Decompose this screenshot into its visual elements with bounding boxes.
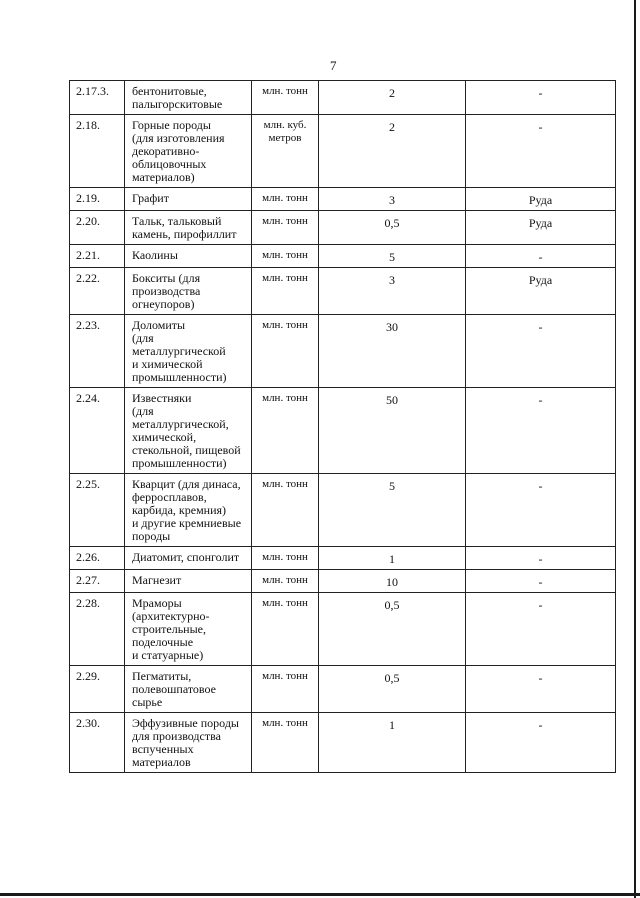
row-number: 2.21.	[70, 245, 125, 268]
note-cell: -	[466, 474, 616, 547]
mineral-name-cell	[125, 593, 252, 666]
note-cell: -	[466, 547, 616, 570]
unit-line: млн. тонн	[262, 319, 308, 331]
mineral-name-line: и статуарные)	[132, 648, 204, 662]
unit-line: млн. тонн	[262, 551, 308, 563]
mineral-name-cell	[125, 315, 252, 388]
note-cell: -	[466, 81, 616, 115]
unit-cell	[252, 713, 319, 773]
value-cell: 50	[319, 388, 466, 474]
mineral-name-line: Каолины	[132, 248, 178, 262]
unit-cell	[252, 593, 319, 666]
table-row	[70, 474, 616, 547]
mineral-name-cell	[125, 188, 252, 211]
mineral-name-cell	[125, 666, 252, 713]
mineral-name-line: бентонитовые,	[132, 84, 207, 98]
row-number: 2.18.	[70, 115, 125, 188]
note-cell: Руда	[466, 268, 616, 315]
mineral-name-line: карбида, кремния)	[132, 503, 227, 517]
unit-cell	[252, 268, 319, 315]
mineral-name-line: Графит	[132, 191, 169, 205]
value-cell: 1	[319, 713, 466, 773]
unit-cell	[252, 474, 319, 547]
mineral-name-line: Бокситы (для	[132, 271, 201, 285]
table-row	[70, 268, 616, 315]
mineral-name-cell	[125, 474, 252, 547]
row-number: 2.30.	[70, 713, 125, 773]
unit-cell	[252, 547, 319, 570]
mineral-name-line: камень, пирофиллит	[132, 227, 237, 241]
note-cell: Руда	[466, 188, 616, 211]
mineral-name-line: Доломиты	[132, 318, 186, 332]
mineral-name-cell	[125, 245, 252, 268]
row-number: 2.22.	[70, 268, 125, 315]
row-number: 2.29.	[70, 666, 125, 713]
mineral-name-line: материалов)	[132, 170, 195, 184]
mineral-name-line: стекольной, пищевой	[132, 443, 241, 457]
table-row	[70, 570, 616, 593]
unit-cell	[252, 570, 319, 593]
mineral-name-cell	[125, 547, 252, 570]
unit-line: млн. тонн	[262, 392, 308, 404]
table-row	[70, 211, 616, 245]
value-cell: 3	[319, 188, 466, 211]
mineral-name-line: (для	[132, 331, 154, 345]
mineral-name-line: Магнезит	[132, 573, 182, 587]
row-number: 2.28.	[70, 593, 125, 666]
value-cell: 30	[319, 315, 466, 388]
unit-cell	[252, 315, 319, 388]
mineral-name-line: поделочные	[132, 635, 194, 649]
mineral-name-line: ферросплавов,	[132, 490, 207, 504]
value-cell: 0,5	[319, 666, 466, 713]
table-row	[70, 388, 616, 474]
note-cell: -	[466, 388, 616, 474]
row-number: 2.23.	[70, 315, 125, 388]
minerals-table	[69, 80, 616, 773]
note-cell: -	[466, 115, 616, 188]
mineral-name-line: декоративно-	[132, 144, 200, 158]
mineral-name-line: Тальк, тальковый	[132, 214, 222, 228]
row-number: 2.24.	[70, 388, 125, 474]
table-row	[70, 713, 616, 773]
mineral-name-line: строительные,	[132, 622, 206, 636]
mineral-name-line: (архитектурно-	[132, 609, 210, 623]
page-number: 7	[330, 58, 337, 73]
mineral-name-line: палыгорскитовые	[132, 97, 223, 111]
table-row	[70, 188, 616, 211]
mineral-name-line: промышленности)	[132, 370, 227, 384]
note-cell: Руда	[466, 211, 616, 245]
mineral-name-line: металлургической,	[132, 417, 229, 431]
mineral-name-cell	[125, 388, 252, 474]
mineral-name-line: сырье	[132, 695, 163, 709]
mineral-name-cell	[125, 268, 252, 315]
unit-cell	[252, 115, 319, 188]
mineral-name-line: Мраморы	[132, 596, 182, 610]
unit-line: млн. тонн	[262, 85, 308, 97]
value-cell: 3	[319, 268, 466, 315]
table-row	[70, 547, 616, 570]
unit-cell	[252, 188, 319, 211]
table-row	[70, 115, 616, 188]
unit-cell	[252, 245, 319, 268]
unit-line: млн. тонн	[262, 192, 308, 204]
value-cell: 0,5	[319, 211, 466, 245]
table-row	[70, 315, 616, 388]
row-number: 2.17.3.	[70, 81, 125, 115]
mineral-name-line: (для изготовления	[132, 131, 225, 145]
note-cell: -	[466, 593, 616, 666]
table-row	[70, 666, 616, 713]
mineral-name-line: вспученных	[132, 742, 194, 756]
unit-cell	[252, 666, 319, 713]
mineral-name-line: промышленности)	[132, 456, 227, 470]
mineral-name-line: для производства	[132, 729, 221, 743]
row-number: 2.26.	[70, 547, 125, 570]
note-cell: -	[466, 666, 616, 713]
row-number: 2.27.	[70, 570, 125, 593]
note-cell: -	[466, 315, 616, 388]
mineral-name-line: материалов	[132, 755, 191, 769]
unit-line: метров	[268, 132, 302, 144]
mineral-name-cell	[125, 115, 252, 188]
row-number: 2.20.	[70, 211, 125, 245]
mineral-name-line: Эффузивные породы	[132, 716, 239, 730]
table-row	[70, 245, 616, 268]
value-cell: 1	[319, 547, 466, 570]
value-cell: 10	[319, 570, 466, 593]
unit-line: млн. тонн	[262, 478, 308, 490]
mineral-name-line: производства	[132, 284, 201, 298]
mineral-name-line: и другие кремниевые	[132, 516, 242, 530]
minerals-table-container	[69, 80, 616, 773]
row-number: 2.19.	[70, 188, 125, 211]
mineral-name-line: облицовочных	[132, 157, 207, 171]
mineral-name-line: Диатомит, спонголит	[132, 550, 240, 564]
value-cell: 0,5	[319, 593, 466, 666]
unit-line: млн. тонн	[262, 597, 308, 609]
unit-line: млн. тонн	[262, 670, 308, 682]
mineral-name-line: Кварцит (для динаса,	[132, 477, 241, 491]
mineral-name-line: (для	[132, 404, 154, 418]
note-cell: -	[466, 570, 616, 593]
mineral-name-line: полевошпатовое	[132, 682, 216, 696]
table-row	[70, 81, 616, 115]
table-body	[70, 81, 616, 773]
mineral-name-line: породы	[132, 529, 171, 543]
mineral-name-cell	[125, 211, 252, 245]
value-cell: 2	[319, 81, 466, 115]
value-cell: 5	[319, 474, 466, 547]
row-number: 2.25.	[70, 474, 125, 547]
mineral-name-line: огнеупоров)	[132, 297, 195, 311]
page-edge-right	[634, 0, 636, 898]
mineral-name-cell	[125, 713, 252, 773]
mineral-name-line: металлургической	[132, 344, 226, 358]
unit-line: млн. тонн	[262, 215, 308, 227]
mineral-name-line: Горные породы	[132, 118, 211, 132]
value-cell: 5	[319, 245, 466, 268]
mineral-name-line: Пегматиты,	[132, 669, 192, 683]
mineral-name-line: Известняки	[132, 391, 192, 405]
unit-line: млн. тонн	[262, 272, 308, 284]
note-cell: -	[466, 713, 616, 773]
mineral-name-cell	[125, 81, 252, 115]
unit-line: млн. тонн	[262, 249, 308, 261]
unit-line: млн. тонн	[262, 574, 308, 586]
unit-cell	[252, 388, 319, 474]
note-cell: -	[466, 245, 616, 268]
unit-line: млн. тонн	[262, 717, 308, 729]
unit-cell	[252, 211, 319, 245]
page-edge-bottom	[0, 893, 640, 896]
unit-cell	[252, 81, 319, 115]
mineral-name-cell	[125, 570, 252, 593]
mineral-name-line: и химической	[132, 357, 203, 371]
unit-line: млн. куб.	[263, 119, 307, 131]
table-row	[70, 593, 616, 666]
mineral-name-line: химической,	[132, 430, 197, 444]
value-cell: 2	[319, 115, 466, 188]
